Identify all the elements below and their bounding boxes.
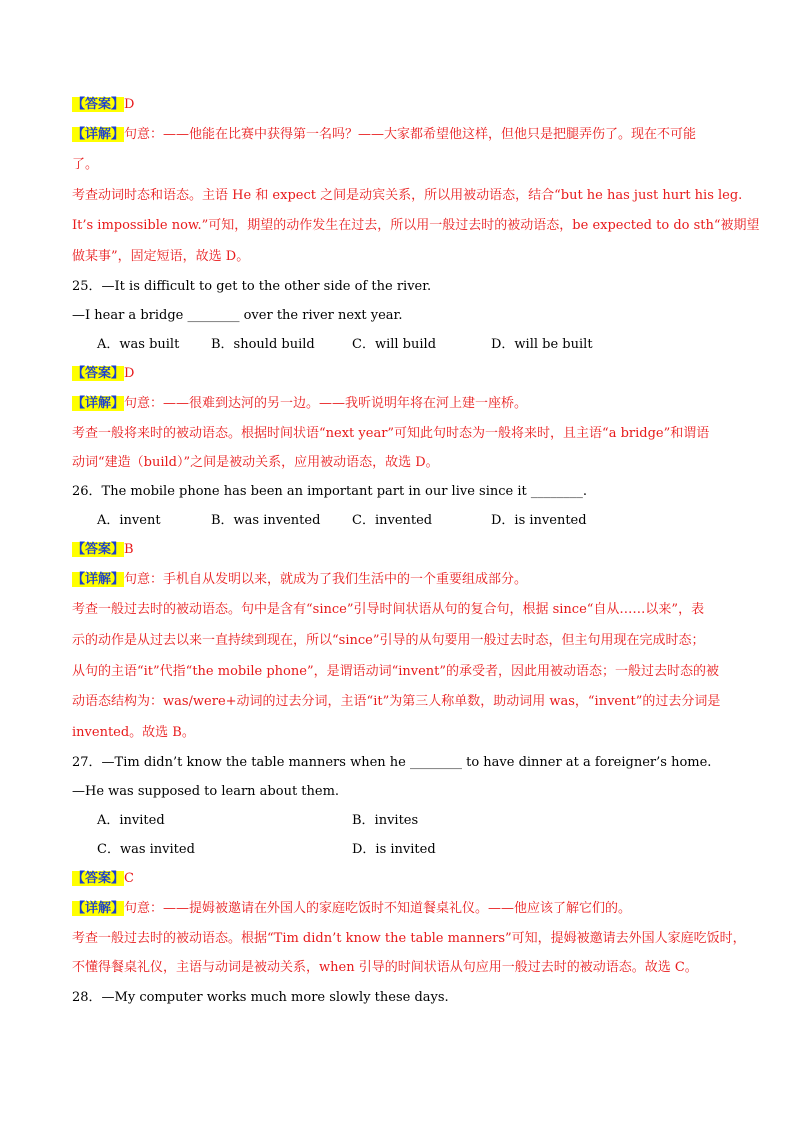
q27-question-line: —He was supposed to learn about them. [72,784,340,799]
q24-detail-line: 做某事”，固定短语，故选 D。 [72,249,250,264]
detail-tag: 【详解】 [72,572,125,587]
q27-option-d: D．is invited [352,842,436,857]
answer-tag: 【答案】 [72,871,125,886]
q26-question-line: 26．The mobile phone has been an important part in our live since it ________. [72,484,587,499]
q27-detail-line: 考查一般过去时的被动语态。根据“Tim didn’t know the table manners”可知，提姆被邀请去外国人家庭吃饭时， [72,931,746,946]
q24-detail-line: 了。 [72,157,99,172]
q25-question-line: —I hear a bridge ________ over the river next year. [72,308,403,323]
q27-answer: 【答案】C [72,871,134,886]
q25-detail-line: 考查一般将来时的被动语态。根据时间状语“next year”可知此句时态为一般将来时，且主语“a bridge”和谓语 [72,426,710,441]
q25-option-d: D．will be built [491,337,593,352]
q26-option-a: A．invent [97,513,161,528]
q25-option-b: B．should build [211,337,315,352]
q24-detail-line: It’s impossible now.”可知，期望的动作发生在过去，所以用一般过去时的被动语态，be expected to do sth“被期望 [72,218,760,233]
answer-tag: 【答案】 [72,542,125,557]
q24-detail-line: 考查动词时态和语态。主语 He 和 expect 之间是动宾关系，所以用被动语态，结合“but he has just hurt his leg. [72,188,743,203]
detail-tag: 【详解】 [72,396,125,411]
q27-question-line: 27．—Tim didn’t know the table manners when he ________ to have dinner at a foreigner’s home. [72,755,712,770]
q25-question-line: 25．—It is difficult to get to the other side of the river. [72,279,432,294]
q25-detail-line: 【详解】句意：——很难到达河的另一边。——我听说明年将在河上建一座桥。 [72,396,528,411]
q25-answer: 【答案】D [72,366,135,381]
detail-tag: 【详解】 [72,127,125,142]
q25-option-a: A．was built [97,337,180,352]
q26-detail-line: invented。故选 B。 [72,725,195,740]
q24-detail-line: 【详解】句意：——他能在比赛中获得第一名吗？——大家都希望他这样，但他只是把腿弄伤了。现在不可能 [72,127,697,142]
q26-detail-line: 从句的主语“it”代指“the mobile phone”，是谓语动词“invent”的承受者，因此用被动语态；一般过去时态的被 [72,664,720,679]
q25-detail-line: 动词“建造（build）”之间是被动关系，应用被动语态，故选 D。 [72,455,439,470]
q26-detail-line: 示的动作是从过去以来一直持续到现在，所以“since”引导的从句要用一般过去时态，但主句用现在完成时态； [72,633,705,648]
q26-detail-line: 考查一般过去时的被动语态。句中是含有“since”引导时间状语从句的复合句，根据 since“自从……以来”，表 [72,602,705,617]
q28-question-line: 28．—My computer works much more slowly these days. [72,990,449,1005]
q27-option-b: B．invites [352,813,419,828]
answer-tag: 【答案】 [72,366,125,381]
q26-detail-line: 【详解】句意：手机自从发明以来，就成为了我们生活中的一个重要组成部分。 [72,572,528,587]
q27-detail-line: 不懂得餐桌礼仪，主语与动词是被动关系，when 引导的时间状语从句应用一般过去时的被动语态。故选 C。 [72,960,698,975]
q26-answer: 【答案】B [72,542,134,557]
q27-option-a: A．invited [97,813,165,828]
q26-detail-line: 动语态结构为：was/were+动词的过去分词，主语“it”为第三人称单数，助动词用 was，“invent”的过去分词是 [72,694,721,709]
detail-tag: 【详解】 [72,901,125,916]
q26-option-b: B．was invented [211,513,321,528]
q26-option-d: D．is invented [491,513,587,528]
q24-answer: 【答案】D [72,97,135,112]
answer-tag: 【答案】 [72,97,125,112]
q26-option-c: C．invented [352,513,433,528]
q27-detail-line: 【详解】句意：——提姆被邀请在外国人的家庭吃饭时不知道餐桌礼仪。——他应该了解它们的。 [72,901,632,916]
q27-option-c: C．was invited [97,842,195,857]
q25-option-c: C．will build [352,337,437,352]
